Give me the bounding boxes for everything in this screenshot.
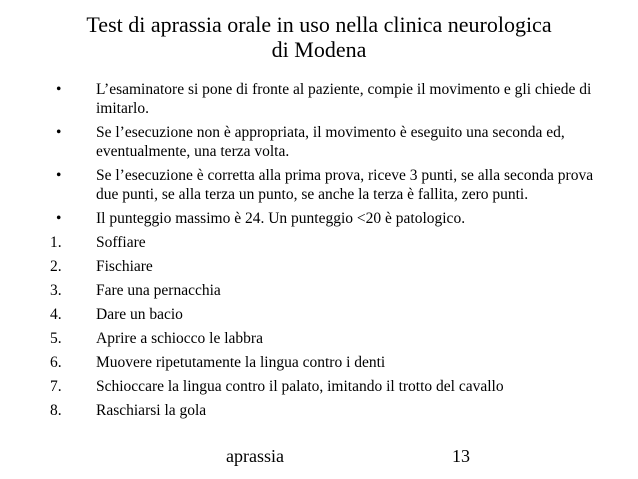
item-number: 4. — [50, 306, 62, 323]
bullet-item — [0, 209, 638, 228]
item-text: Aprire a schiocco le labbra — [96, 330, 263, 347]
item-text: Raschiarsi la gola — [96, 402, 207, 419]
item-text: Dare un bacio — [96, 306, 183, 323]
slide-title-line-1: Test di aprassia orale in uso nella clinica neurologica — [86, 12, 552, 37]
bullet-item — [0, 123, 638, 161]
numbered-item — [0, 353, 638, 372]
bullet-marker: • — [56, 81, 62, 98]
slide-title — [20, 12, 618, 62]
page-number: 13 — [452, 446, 470, 466]
item-text: Soffiare — [96, 234, 146, 251]
item-text: Fare una pernacchia — [96, 282, 221, 299]
slide-title-line-2: di Modena — [271, 37, 367, 62]
numbered-item — [0, 377, 638, 396]
bullet-item — [0, 166, 638, 204]
bullet-marker: • — [56, 210, 62, 227]
numbered-item — [0, 329, 638, 348]
bullet-marker: • — [56, 124, 62, 141]
item-number: 2. — [50, 258, 62, 275]
bullet-text: Se l’esecuzione non è appropriata, il movimento è eseguito una seconda ed, eventualmente, una terza volta. — [96, 124, 565, 160]
item-number: 8. — [50, 402, 62, 419]
numbered-item — [0, 233, 638, 252]
bullet-marker: • — [56, 167, 62, 184]
bullet-text: L’esaminatore si pone di fronte al paziente, compie il movimento e gli chiede di imitarlo. — [96, 81, 592, 117]
numbered-item — [0, 305, 638, 324]
item-text: Fischiare — [96, 258, 153, 275]
item-number: 5. — [50, 330, 62, 347]
numbered-item — [0, 257, 638, 276]
item-number: 7. — [50, 378, 62, 395]
bullet-text: Il punteggio massimo è 24. Un punteggio <20 è patologico. — [96, 210, 466, 227]
item-text: Schioccare la lingua contro il palato, imitando il trotto del cavallo — [96, 378, 504, 395]
item-number: 6. — [50, 354, 62, 371]
item-text: Muovere ripetutamente la lingua contro i denti — [96, 354, 386, 371]
bullet-item — [0, 80, 638, 118]
numbered-item — [0, 281, 638, 300]
item-number: 3. — [50, 282, 62, 299]
bullet-text: Se l’esecuzione è corretta alla prima prova, riceve 3 punti, se alla seconda prova due punti, se alla terza un punto, se anche la terza è fallita, zero punti. — [96, 167, 594, 203]
slide-body — [0, 80, 638, 425]
item-number: 1. — [50, 234, 62, 251]
footer-label: aprassia — [226, 446, 284, 466]
numbered-item — [0, 401, 638, 420]
